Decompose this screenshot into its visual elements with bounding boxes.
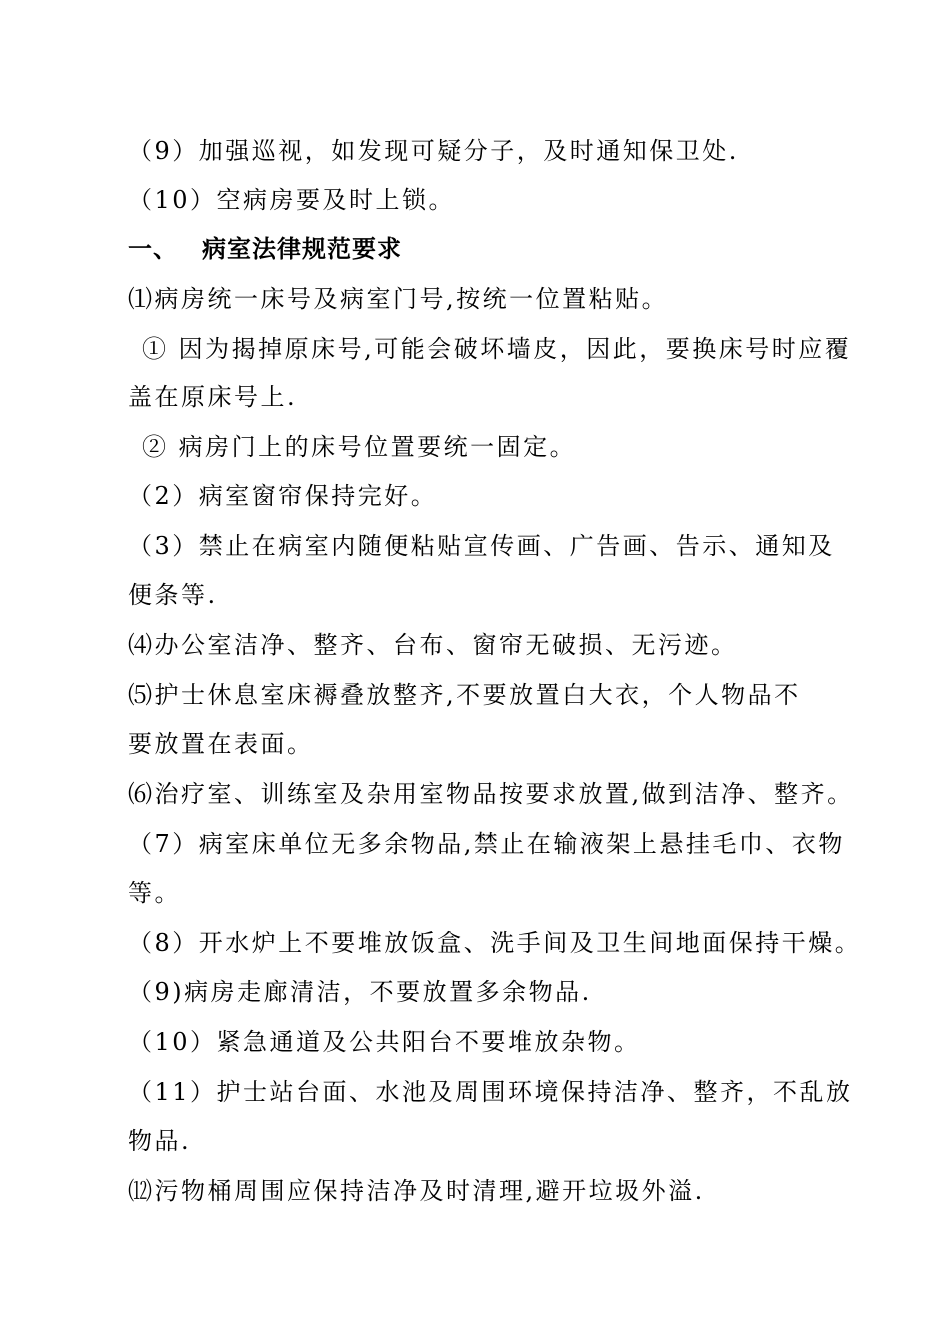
text-line-water-boiler: （8）开水炉上不要堆放饭盒、洗手间及卫生间地面保持干燥。 [128, 929, 862, 957]
text-line-empty-room-lock: （10）空病房要及时上锁。 [128, 186, 456, 214]
text-line-emergency-exit: （10）紧急通道及公共阳台不要堆放杂物。 [128, 1028, 641, 1056]
text-line-nurse-rest-cont: 要放置在表面。 [128, 730, 314, 758]
text-line-nurse-rest: ⑸护士休息室床褥叠放整齐,不要放置白大衣，个人物品不 [128, 681, 801, 709]
text-line-corridor: （9)病房走廊清洁，不要放置多余物品. [128, 978, 592, 1006]
text-line-bed-number: ⑴病房统一床号及病室门号,按统一位置粘贴。 [128, 285, 669, 313]
text-line-sub-1: ① 因为揭掉原床号,可能会破坏墙皮，因此，要换床号时应覆 [142, 335, 852, 363]
text-line-sub-1-cont: 盖在原床号上. [128, 383, 298, 411]
text-line-curtain: （2）病室窗帘保持完好。 [128, 482, 438, 510]
text-line-treatment-room: ⑹治疗室、训练室及杂用室物品按要求放置,做到洁净、整齐。 [128, 780, 854, 808]
text-line-sub-2: ② 病房门上的床号位置要统一固定。 [142, 433, 577, 461]
section-heading-text: 病室法律规范要求 [202, 235, 402, 263]
text-line-office: ⑷办公室洁净、整齐、台布、窗帘无破损、无污迹。 [128, 631, 738, 659]
section-heading-number: 一、 [128, 235, 178, 263]
text-line-posters: （3）禁止在病室内随便粘贴宣传画、广告画、告示、通知及 [128, 532, 835, 560]
text-line-nurse-station: （11）护士站台面、水池及周围环境保持洁净、整齐，不乱放 [128, 1078, 853, 1106]
text-line-bed-unit-cont: 等。 [128, 879, 181, 907]
text-line-waste-bin: ⑿污物桶周围应保持洁净及时清理,避开垃圾外溢. [128, 1177, 705, 1205]
section-heading [128, 234, 402, 264]
text-line-posters-cont: 便条等. [128, 581, 218, 609]
text-line-bed-unit: （7）病室床单位无多余物品,禁止在输液架上悬挂毛巾、衣物 [128, 830, 845, 858]
text-line-nurse-station-cont: 物品. [128, 1127, 192, 1155]
text-line-patrol: （9）加强巡视，如发现可疑分子，及时通知保卫处. [128, 137, 739, 165]
